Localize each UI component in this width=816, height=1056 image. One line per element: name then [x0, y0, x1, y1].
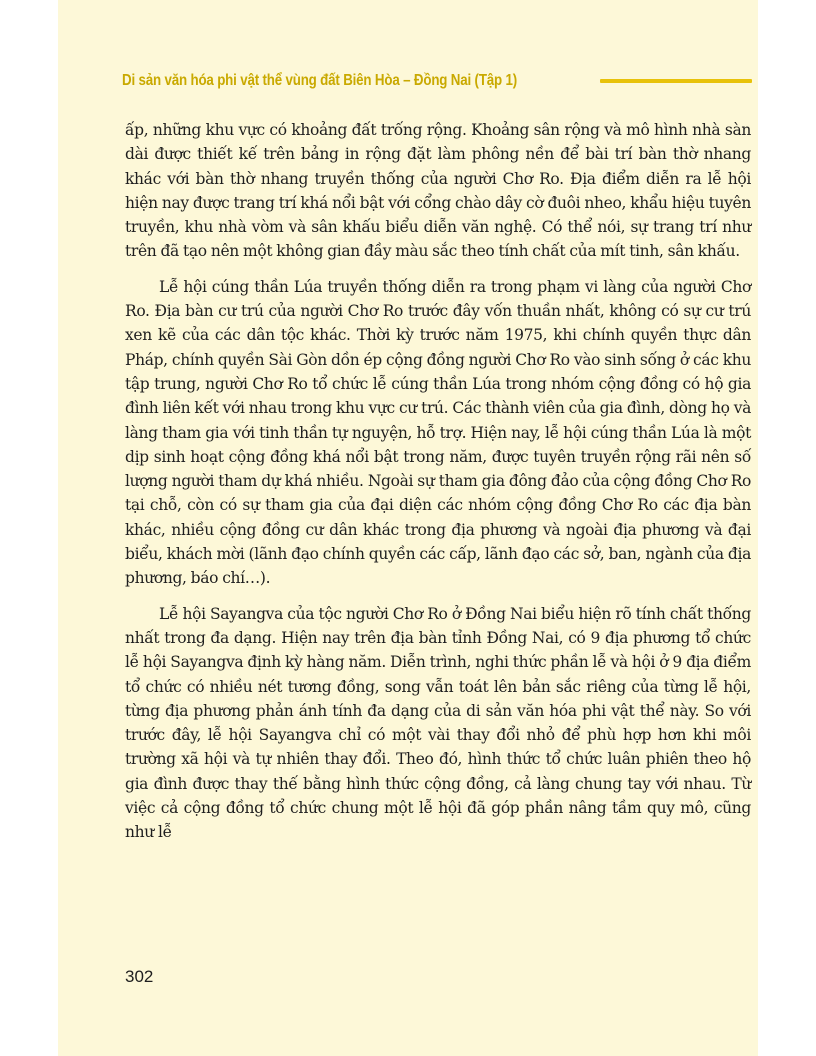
- page-number: 302: [125, 967, 154, 986]
- book-page: [58, 0, 758, 1056]
- running-header: [122, 68, 752, 94]
- body-text: [125, 118, 751, 856]
- running-header-title: Di sản văn hóa phi vật thể vùng đất Biên Hòa – Đồng Nai (Tập 1): [122, 72, 518, 89]
- paragraph-continued: ấp, những khu vực có khoảng đất trống rộng. Khoảng sân rộng và mô hình nhà sàn dài được thiết kế trên bảng in rộng đặt làm phông nền để bài trí bàn thờ nhang khác với bàn thờ nhang truyền thống của người Chơ Ro. Địa điểm diễn ra lễ hội hiện nay được trang trí khá nổi bật với cổng chào dây cờ đuôi nheo, khẩu hiệu tuyên truyền, khu nhà vòm và sân khấu biểu diễn văn nghệ. Có thể nói, sự trang trí như trên đã tạo nên một không gian đầy màu sắc theo tính chất của mít tinh, sân khấu.: [125, 121, 751, 261]
- paragraph: Lễ hội Sayangva của tộc người Chơ Ro ở Đồng Nai biểu hiện rõ tính chất thống nhất trong đa dạng. Hiện nay trên địa bàn tỉnh Đồng Nai, có 9 địa phương tổ chức lễ hội Sayangva định kỳ hàng năm. Diễn trình, nghi thức phần lễ và hội ở 9 địa điểm tổ chức có nhiều nét tương đồng, song vẫn toát lên bản sắc riêng của từng lễ hội, từng địa phương phản ánh tính đa dạng của di sản văn hóa phi vật thể này. So với trước đây, lễ hội Sayangva chỉ có một vài thay đổi nhỏ để phù hợp hơn khi môi trường xã hội và tự nhiên thay đổi. Theo đó, hình thức tổ chức luân phiên theo hộ gia đình được thay thế bằng hình thức cộng đồng, cả làng chung tay với nhau. Từ việc cả cộng đồng tổ chức chung một lễ hội đã góp phần nâng tầm quy mô, cũng như lễ: [125, 604, 751, 842]
- header-rule: [600, 79, 752, 83]
- paragraph: Lễ hội cúng thần Lúa truyền thống diễn ra trong phạm vi làng của người Chơ Ro. Địa bàn cư trú của người Chơ Ro trước đây vốn thuần nhất, không có sự cư trú xen kẽ của các dân tộc khác. Thời kỳ trước năm 1975, khi chính quyền thực dân Pháp, chính quyền Sài Gòn dồn ép cộng đồng người Chơ Ro vào sinh sống ở các khu tập trung, người Chơ Ro tổ chức lễ cúng thần Lúa trong nhóm cộng đồng có hộ gia đình liên kết với nhau trong khu vực cư trú. Các thành viên của gia đình, dòng họ và làng tham gia với tinh thần tự nguyện, hỗ trợ. Hiện nay, lễ hội cúng thần Lúa là một dịp sinh hoạt cộng đồng khá nổi bật trong năm, được tuyên truyền rộng rãi nên số lượng người tham dự khá nhiều. Ngoài sự tham gia đông đảo của cộng đồng Chơ Ro tại chỗ, còn có sự tham gia của đại diện các nhóm cộng đồng Chơ Ro các địa bàn khác, nhiều cộng đồng cư dân khác trong địa phương và ngoài địa phương và đại biểu, khách mời (lãnh đạo chính quyền các cấp, lãnh đạo các sở, ban, ngành của địa phương, báo chí…).: [125, 277, 751, 588]
